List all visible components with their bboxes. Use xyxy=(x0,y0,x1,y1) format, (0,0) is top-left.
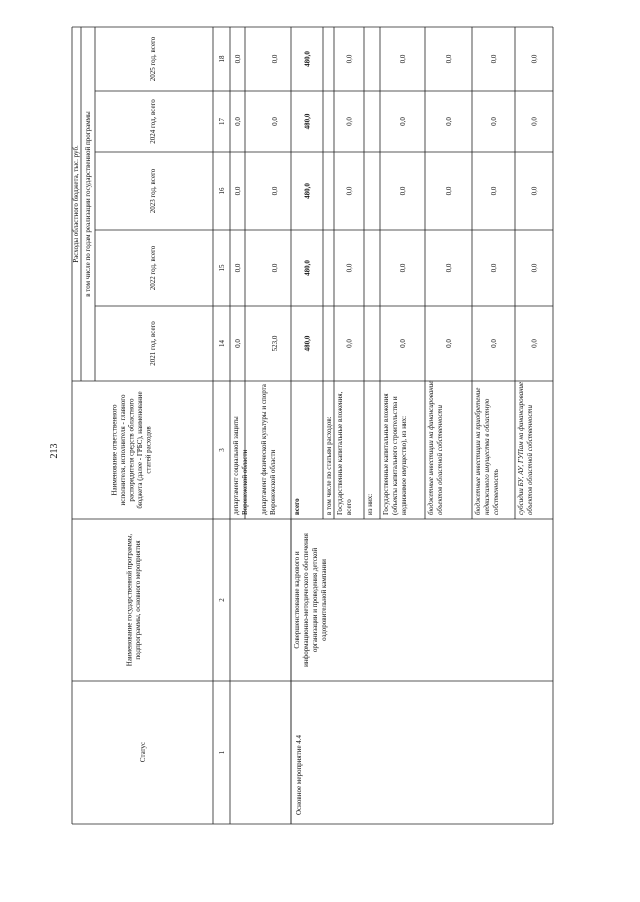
event-row-label: недвижимое имущество), из них: xyxy=(400,415,408,515)
event-name: информационно-методического обеспечения xyxy=(302,533,310,667)
value-2024: 0,0 xyxy=(445,117,453,126)
value-2021: 0,0 xyxy=(399,339,407,348)
event-row-label: субсидии БУ, АУ, ГУПам на финансирование xyxy=(517,381,525,515)
value-2022: 0,0 xyxy=(445,263,453,273)
value-2021: 0,0 xyxy=(345,339,354,348)
header-year-2024: 2024 год, всего xyxy=(149,99,157,144)
value-2025: 0,0 xyxy=(530,54,539,64)
row-label-social: департамент социальной защиты xyxy=(232,416,240,515)
value-2025: 0,0 xyxy=(490,54,498,64)
row-label-sport: Воронежской области xyxy=(269,449,277,515)
value-2022: 0,0 xyxy=(234,263,242,273)
value-2024: 0,0 xyxy=(271,117,279,126)
event-row-label: объектов областной собственности xyxy=(526,405,534,515)
event-row-label: Государственные капитальные вложения, xyxy=(336,391,344,515)
row-label-sport: департамент физической культуры и спорта xyxy=(260,384,268,515)
column-number: 18 xyxy=(218,55,226,63)
value-2023: 480,0 xyxy=(303,183,312,199)
value-2025: 0,0 xyxy=(399,54,407,64)
value-2021: 480,0 xyxy=(303,335,312,352)
value-2021: 0,0 xyxy=(234,339,242,348)
column-number: 15 xyxy=(218,264,226,272)
column-number: 16 xyxy=(218,187,226,195)
value-2024: 0,0 xyxy=(234,117,242,126)
value-2024: 0,0 xyxy=(490,117,498,126)
header-responsible: бюджета (далее - ГРБС), наименование xyxy=(135,391,144,509)
value-2023: 0,0 xyxy=(234,186,242,196)
header-responsible: исполнителя, исполнителя - главного xyxy=(119,394,128,506)
event-row-label: в том числе по статьям расходов: xyxy=(325,416,333,515)
event-row-label: собственность xyxy=(492,469,500,515)
header-year-2025: 2025 год, всего xyxy=(149,36,157,82)
event-name: организации и проведения детской xyxy=(311,547,319,653)
value-2022: 0,0 xyxy=(399,263,407,273)
column-number: 17 xyxy=(218,118,226,125)
event-row-label: всего xyxy=(345,499,353,515)
value-2021: 0,0 xyxy=(445,339,453,348)
event-row-label: недвижимого имущества в областную xyxy=(483,398,491,515)
header-responsible: Наименование ответственного xyxy=(110,404,119,496)
column-number: 1 xyxy=(218,750,226,755)
event-row-label: бюджетные инвестиции на финансирование xyxy=(427,380,435,515)
header-year-2022: 2022 год, всего xyxy=(149,245,157,291)
value-2025: 0,0 xyxy=(445,54,453,64)
event-name: оздоровительной кампании xyxy=(320,559,328,641)
header-year-2023: 2023 год, всего xyxy=(149,168,157,214)
row-label-social: Воронежской области xyxy=(241,449,249,515)
value-2024: 0,0 xyxy=(345,117,354,126)
page-number: 213 xyxy=(49,443,60,459)
value-2025: 0,0 xyxy=(234,54,242,64)
value-2025: 0,0 xyxy=(345,54,354,64)
header-program-name: Наименование государственной программы, xyxy=(125,533,134,667)
value-2023: 0,0 xyxy=(345,186,354,196)
column-number: 2 xyxy=(218,598,226,602)
value-2024: 0,0 xyxy=(399,117,407,126)
header-responsible: распорядителя средств областного xyxy=(127,398,136,502)
value-2021: 0,0 xyxy=(490,339,498,348)
value-2023: 0,0 xyxy=(445,186,453,196)
event-row-label: бюджетные инвестиции на приобретение xyxy=(474,387,482,515)
header-responsible: статей расходов xyxy=(144,426,153,474)
value-2022: 0,0 xyxy=(271,263,279,273)
value-2022: 0,0 xyxy=(345,263,354,273)
value-2024: 480,0 xyxy=(303,113,312,130)
header-by-years: в том числе по годам реализации государственной программы xyxy=(84,111,92,297)
value-2023: 0,0 xyxy=(530,186,539,196)
event-row-label: из них: xyxy=(366,493,374,515)
value-2022: 0,0 xyxy=(490,263,498,273)
value-2025: 0,0 xyxy=(271,54,279,64)
header-year-2021: 2021 год, всего xyxy=(149,321,157,366)
value-2023: 0,0 xyxy=(490,186,498,196)
value-2021: 523,0 xyxy=(271,335,279,352)
column-number: 3 xyxy=(218,448,226,452)
event-name: Совершенствование кадрового и xyxy=(293,551,301,649)
event-row-label: всего xyxy=(293,498,301,515)
value-2023: 0,0 xyxy=(399,186,407,196)
event-status: Основное мероприятие 4.4 xyxy=(295,734,303,815)
value-2021: 0,0 xyxy=(530,339,539,348)
event-row-label: Государственные капитальные вложения xyxy=(382,393,390,515)
value-2022: 0,0 xyxy=(530,263,539,273)
header-program-name: подпрограммы, основного мероприятия xyxy=(134,540,143,660)
value-2024: 0,0 xyxy=(530,117,539,126)
event-row-label: объектов областной собственности xyxy=(436,405,444,515)
header-expenses-title: Расходы областного бюджета, тыс. руб. xyxy=(72,145,80,263)
header-status: Статус xyxy=(139,741,147,763)
column-number: 14 xyxy=(218,340,226,347)
value-2023: 0,0 xyxy=(271,186,279,196)
value-2025: 480,0 xyxy=(303,51,312,67)
value-2022: 480,0 xyxy=(303,260,312,276)
event-row-label: (объекты капитального строительства и xyxy=(391,396,399,515)
